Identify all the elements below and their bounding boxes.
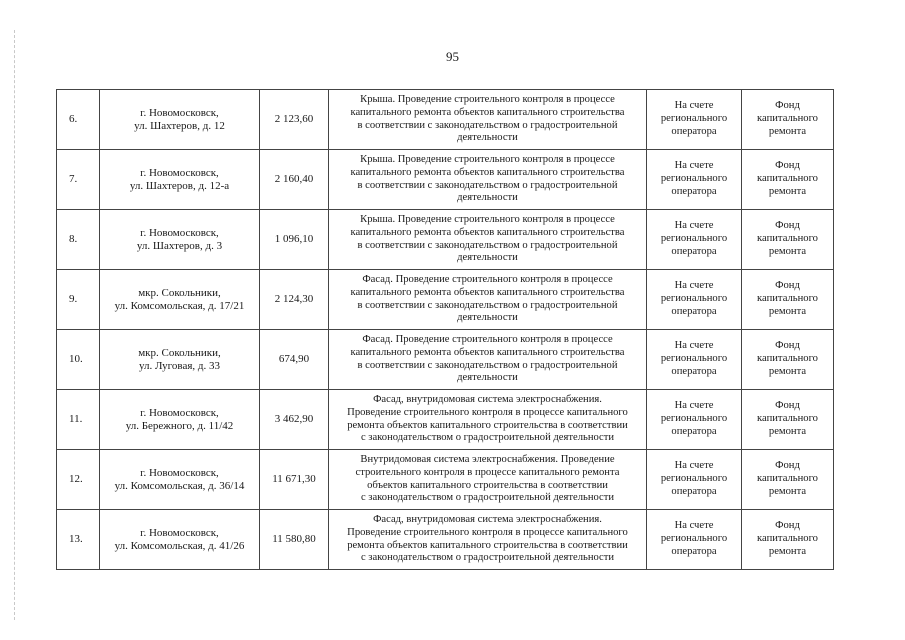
work-description-line: капитального ремонта объектов капитального строительства xyxy=(350,166,625,178)
funding-source-cell xyxy=(742,330,834,390)
row-number-cell xyxy=(57,330,100,390)
row-number-cell xyxy=(57,210,100,270)
funding-source-cell xyxy=(742,450,834,510)
funding-source-line: ремонта xyxy=(768,365,807,377)
account-cell xyxy=(647,390,742,450)
work-description-line: деятельности xyxy=(457,252,518,264)
address-street: ул. Шахтеров, д. 12 xyxy=(134,119,225,132)
funding-source-line: капитального xyxy=(757,413,818,425)
work-description-cell xyxy=(329,390,647,450)
account-line: оператора xyxy=(671,425,717,437)
table-row xyxy=(57,150,834,210)
account-line: регионального xyxy=(660,293,728,305)
work-description-line: Проведение строительного контроля в процессе капитального xyxy=(347,406,628,418)
area-value: 11 671,30 xyxy=(272,473,316,486)
account-line: оператора xyxy=(671,185,717,197)
address-street: ул. Комсомольская, д. 41/26 xyxy=(114,539,245,552)
funding-source-line: капитального xyxy=(757,293,818,305)
address-locality: мкр. Сокольники, xyxy=(138,346,221,359)
address-locality: г. Новомосковск, xyxy=(140,226,219,239)
account-line: регионального xyxy=(660,353,728,365)
binding-margin-line xyxy=(14,30,15,620)
work-description-line: ремонта объектов капитального строительства в соответствии xyxy=(347,419,628,431)
row-number-cell xyxy=(57,390,100,450)
address-locality: г. Новомосковск, xyxy=(140,526,219,539)
funding-source-line: ремонта xyxy=(768,305,807,317)
account-line: регионального xyxy=(660,473,728,485)
row-number: 9. xyxy=(69,293,78,306)
row-number-cell xyxy=(57,270,100,330)
account-line: оператора xyxy=(671,545,717,557)
account-line: регионального xyxy=(660,533,728,545)
row-number: 12. xyxy=(69,473,83,486)
account-line: На счете xyxy=(674,220,714,232)
work-description-cell xyxy=(329,330,647,390)
account-line: регионального xyxy=(660,113,728,125)
funding-source-line: капитального xyxy=(757,173,818,185)
account-line: регионального xyxy=(660,413,728,425)
address-locality: мкр. Сокольники, xyxy=(138,286,221,299)
row-number: 7. xyxy=(69,173,78,186)
row-number: 10. xyxy=(69,353,83,366)
funding-source-line: Фонд xyxy=(775,520,800,532)
funding-source-cell xyxy=(742,150,834,210)
work-description-line: капитального ремонта объектов капитального строительства xyxy=(350,106,625,118)
area-value: 3 462,90 xyxy=(274,413,314,426)
address-locality: г. Новомосковск, xyxy=(140,106,219,119)
address-street: ул. Комсомольская, д. 36/14 xyxy=(114,479,245,492)
funding-source-line: капитального xyxy=(757,473,818,485)
table-row xyxy=(57,330,834,390)
table-row xyxy=(57,510,834,570)
table-row xyxy=(57,210,834,270)
address-street: ул. Шахтеров, д. 3 xyxy=(136,239,223,252)
work-description-line: Крыша. Проведение строительного контроля в процессе xyxy=(360,93,615,105)
table-row xyxy=(57,270,834,330)
work-description-cell xyxy=(329,210,647,270)
work-description-cell xyxy=(329,150,647,210)
account-line: оператора xyxy=(671,365,717,377)
row-number: 13. xyxy=(69,533,83,546)
account-line: На счете xyxy=(674,160,714,172)
address-street: ул. Луговая, д. 33 xyxy=(138,359,221,372)
work-description-line: в соответствии с законодательством о градостроительной xyxy=(357,119,618,131)
funding-source-line: капитального xyxy=(757,533,818,545)
work-description-line: в соответствии с законодательством о градостроительной xyxy=(357,359,618,371)
funding-source-line: капитального xyxy=(757,233,818,245)
row-number: 6. xyxy=(69,113,78,126)
address-locality: г. Новомосковск, xyxy=(140,166,219,179)
account-line: На счете xyxy=(674,520,714,532)
account-cell xyxy=(647,270,742,330)
account-line: На счете xyxy=(674,340,714,352)
row-number: 8. xyxy=(69,233,78,246)
area-value: 2 123,60 xyxy=(274,113,314,126)
address-locality: г. Новомосковск, xyxy=(140,406,219,419)
work-description-line: в соответствии с законодательством о градостроительной xyxy=(357,179,618,191)
work-description-line: деятельности xyxy=(457,372,518,384)
table-row xyxy=(57,450,834,510)
address-cell xyxy=(100,90,260,150)
work-description-line: Фасад. Проведение строительного контроля в процессе xyxy=(362,333,613,345)
work-description-line: капитального ремонта объектов капитального строительства xyxy=(350,286,625,298)
funding-source-line: капитального xyxy=(757,353,818,365)
funding-source-line: Фонд xyxy=(775,160,800,172)
account-line: оператора xyxy=(671,485,717,497)
account-cell xyxy=(647,330,742,390)
area-cell xyxy=(260,510,329,570)
funding-source-line: ремонта xyxy=(768,125,807,137)
account-line: регионального xyxy=(660,173,728,185)
account-cell xyxy=(647,450,742,510)
work-description-cell xyxy=(329,450,647,510)
account-line: оператора xyxy=(671,305,717,317)
row-number: 11. xyxy=(69,413,83,426)
row-number-cell xyxy=(57,510,100,570)
work-description-line: Проведение строительного контроля в процессе капитального xyxy=(347,526,628,538)
address-street: ул. Бережного, д. 11/42 xyxy=(125,419,234,432)
work-description-line: объектов капитального строительства в соответствии xyxy=(367,479,608,491)
row-number-cell xyxy=(57,90,100,150)
work-description-line: в соответствии с законодательством о градостроительной xyxy=(357,299,618,311)
funding-source-cell xyxy=(742,390,834,450)
table-row xyxy=(57,390,834,450)
work-description-cell xyxy=(329,90,647,150)
address-cell xyxy=(100,210,260,270)
address-cell xyxy=(100,510,260,570)
row-number-cell xyxy=(57,150,100,210)
area-cell xyxy=(260,90,329,150)
account-line: регионального xyxy=(660,233,728,245)
area-value: 2 124,30 xyxy=(274,293,314,306)
area-cell xyxy=(260,390,329,450)
area-cell xyxy=(260,330,329,390)
work-description-line: капитального ремонта объектов капитального строительства xyxy=(350,346,625,358)
account-cell xyxy=(647,210,742,270)
table-body xyxy=(57,90,834,570)
work-description-line: деятельности xyxy=(457,132,518,144)
work-description-line: ремонта объектов капитального строительства в соответствии xyxy=(347,539,628,551)
address-cell xyxy=(100,330,260,390)
address-street: ул. Шахтеров, д. 12-а xyxy=(129,179,230,192)
page-number: 95 xyxy=(446,49,459,64)
account-line: оператора xyxy=(671,125,717,137)
work-description-line: Фасад. Проведение строительного контроля в процессе xyxy=(362,273,613,285)
area-value: 674,90 xyxy=(278,353,310,366)
work-description-line: деятельности xyxy=(457,312,518,324)
work-description-line: строительного контроля в процессе капитального ремонта xyxy=(355,466,620,478)
funding-source-cell xyxy=(742,510,834,570)
area-value: 2 160,40 xyxy=(274,173,314,186)
account-cell xyxy=(647,150,742,210)
funding-source-line: Фонд xyxy=(775,280,800,292)
work-description-line: Крыша. Проведение строительного контроля в процессе xyxy=(360,153,615,165)
funding-source-line: ремонта xyxy=(768,425,807,437)
work-description-line: Внутридомовая система электроснабжения. Проведение xyxy=(360,453,615,465)
funding-source-cell xyxy=(742,90,834,150)
work-description-line: капитального ремонта объектов капитального строительства xyxy=(350,226,625,238)
funding-source-line: капитального xyxy=(757,113,818,125)
account-line: оператора xyxy=(671,245,717,257)
work-description-cell xyxy=(329,270,647,330)
work-description-line: деятельности xyxy=(457,192,518,204)
area-value: 11 580,80 xyxy=(272,533,316,546)
funding-source-cell xyxy=(742,270,834,330)
address-street: ул. Комсомольская, д. 17/21 xyxy=(114,299,245,312)
table-row xyxy=(57,90,834,150)
work-description-cell xyxy=(329,510,647,570)
funding-source-line: ремонта xyxy=(768,545,807,557)
funding-source-line: ремонта xyxy=(768,185,807,197)
repair-register-table xyxy=(56,89,834,570)
account-line: На счете xyxy=(674,460,714,472)
work-description-line: в соответствии с законодательством о градостроительной xyxy=(357,239,618,251)
address-locality: г. Новомосковск, xyxy=(140,466,219,479)
funding-source-line: Фонд xyxy=(775,460,800,472)
work-description-line: Крыша. Проведение строительного контроля в процессе xyxy=(360,213,615,225)
account-line: На счете xyxy=(674,280,714,292)
address-cell xyxy=(100,270,260,330)
work-description-line: с законодательством о градостроительной деятельности xyxy=(360,552,615,564)
account-line: На счете xyxy=(674,100,714,112)
area-cell xyxy=(260,270,329,330)
address-cell xyxy=(100,150,260,210)
work-description-line: с законодательством о градостроительной деятельности xyxy=(360,492,615,504)
address-cell xyxy=(100,450,260,510)
funding-source-line: Фонд xyxy=(775,220,800,232)
funding-source-cell xyxy=(742,210,834,270)
work-description-line: с законодательством о градостроительной деятельности xyxy=(360,432,615,444)
address-cell xyxy=(100,390,260,450)
funding-source-line: Фонд xyxy=(775,340,800,352)
funding-source-line: ремонта xyxy=(768,245,807,257)
account-cell xyxy=(647,510,742,570)
work-description-line: Фасад, внутридомовая система электроснабжения. xyxy=(373,513,602,525)
area-value: 1 096,10 xyxy=(274,233,314,246)
work-description-line: Фасад, внутридомовая система электроснабжения. xyxy=(373,393,602,405)
account-cell xyxy=(647,90,742,150)
area-cell xyxy=(260,450,329,510)
area-cell xyxy=(260,210,329,270)
account-line: На счете xyxy=(674,400,714,412)
row-number-cell xyxy=(57,450,100,510)
funding-source-line: ремонта xyxy=(768,485,807,497)
funding-source-line: Фонд xyxy=(775,100,800,112)
area-cell xyxy=(260,150,329,210)
funding-source-line: Фонд xyxy=(775,400,800,412)
